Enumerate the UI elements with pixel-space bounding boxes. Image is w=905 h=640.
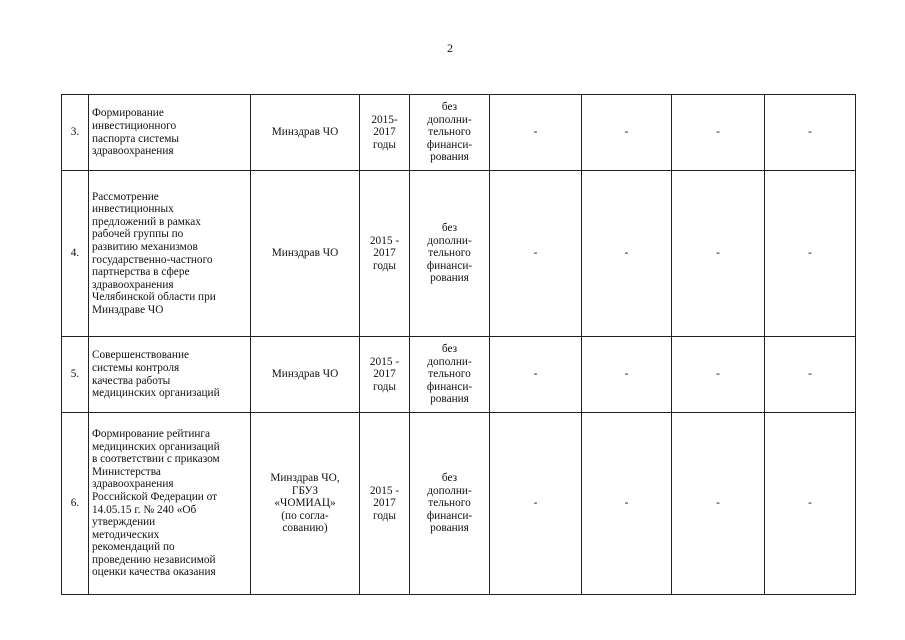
value-cell: - [765,337,856,413]
value-cell: - [765,413,856,595]
financing: без дополни- тельного финанси- рования [410,413,490,595]
value-cell: - [765,95,856,171]
page-number: 2 [447,41,453,55]
value-cell: - [490,95,582,171]
value-cell: - [582,337,672,413]
value-cell: - [582,95,672,171]
value-cell: - [672,95,765,171]
value-cell: - [490,171,582,337]
value-cell: - [672,413,765,595]
executor: Минздрав ЧО [251,95,360,171]
activities-table [61,94,856,595]
period: 2015 - 2017 годы [360,171,410,337]
activity-name: Рассмотрение инвестиционных предложений в рамках рабочей группы по развитию механизмов государственно-частного партнерства в сфере здравоохранения Челябинской области при Минздраве ЧО [89,171,251,337]
value-cell: - [490,413,582,595]
activity-name: Совершенствование системы контроля качества работы медицинских организаций [89,337,251,413]
value-cell: - [582,171,672,337]
table-row [62,337,856,413]
financing: без дополни- тельного финанси- рования [410,337,490,413]
row-number: 3. [62,95,89,171]
activity-name: Формирование рейтинга медицинских организаций в соответствии с приказом Министерства здравоохранения Российской Федерации от 14.05.15 г. № 240 «Об утверждении методических рекомендаций по проведению независимой оценки качества оказания [89,413,251,595]
period: 2015 - 2017 годы [360,337,410,413]
value-cell: - [765,171,856,337]
row-number: 6. [62,413,89,595]
financing: без дополни- тельного финанси- рования [410,171,490,337]
executor: Минздрав ЧО [251,171,360,337]
table-row [62,413,856,595]
period: 2015 - 2017 годы [360,413,410,595]
executor: Минздрав ЧО, ГБУЗ «ЧОМИАЦ» (по согла- сованию) [251,413,360,595]
table-row [62,171,856,337]
table-row [62,95,856,171]
row-number: 4. [62,171,89,337]
value-cell: - [490,337,582,413]
value-cell: - [582,413,672,595]
period: 2015- 2017 годы [360,95,410,171]
row-number: 5. [62,337,89,413]
value-cell: - [672,337,765,413]
financing: без дополни- тельного финанси- рования [410,95,490,171]
executor: Минздрав ЧО [251,337,360,413]
value-cell: - [672,171,765,337]
activity-name: Формирование инвестиционного паспорта системы здравоохранения [89,95,251,171]
